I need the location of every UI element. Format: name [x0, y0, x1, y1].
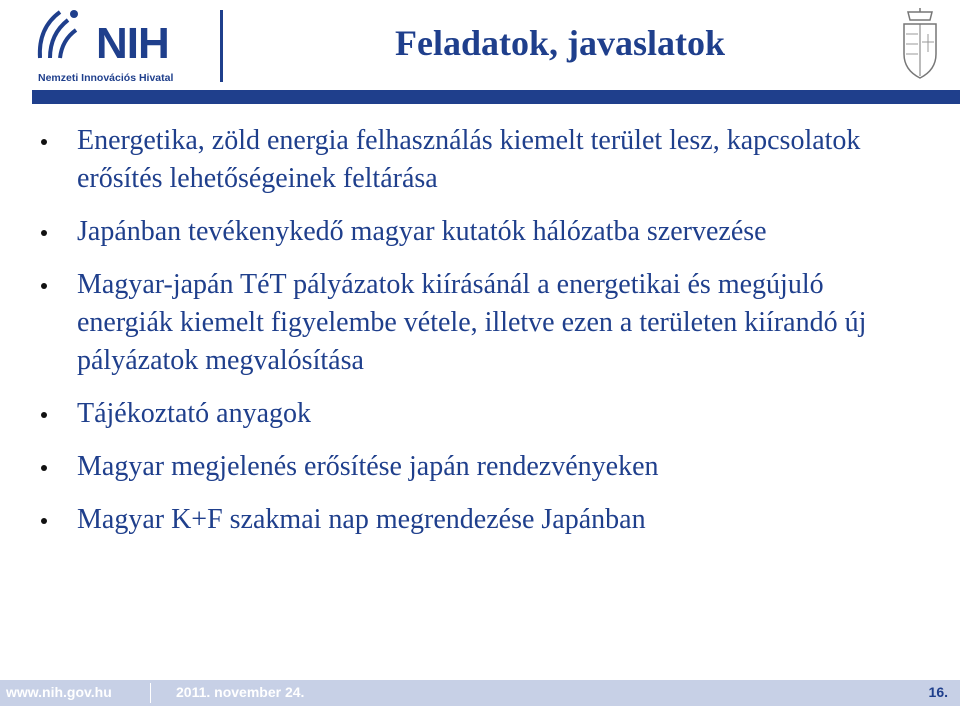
logo-divider [220, 10, 223, 82]
coat-of-arms-icon [900, 8, 940, 82]
bullet-item: Japánban tevékenykedő magyar kutatók hálózatba szervezése [32, 213, 922, 251]
footer-date: 2011. november 24. [176, 684, 305, 700]
header-bar [32, 90, 960, 104]
slide-title: Feladatok, javaslatok [394, 23, 725, 63]
footer-bar [0, 680, 960, 706]
footer-separator [150, 683, 151, 703]
page-number: 16. [928, 684, 948, 700]
bullet-item: Energetika, zöld energia felhasználás kiemelt terület lesz, kapcsolatok erősítés lehetőségeinek feltárása [32, 122, 922, 198]
footer-url[interactable]: www.nih.gov.hu [6, 684, 112, 700]
bullet-list [32, 122, 922, 554]
bullet-item: Tájékoztató anyagok [32, 395, 922, 433]
bullet-item: Magyar megjelenés erősítése japán rendezvényeken [32, 448, 922, 486]
bullet-item: Magyar-japán TéT pályázatok kiírásánál a energetikai és megújuló energiák kiemelt figyelembe vétele, illetve ezen a területen kiírandó új pályázatok megvalósítása [32, 266, 922, 380]
nih-logo [30, 8, 180, 86]
logo-subtitle: Nemzeti Innovációs Hivatal [38, 72, 174, 84]
nih-logo-icon [30, 8, 100, 70]
logo-name: NIH [96, 19, 169, 68]
bullet-item: Magyar K+F szakmai nap megrendezése Japánban [32, 501, 922, 539]
